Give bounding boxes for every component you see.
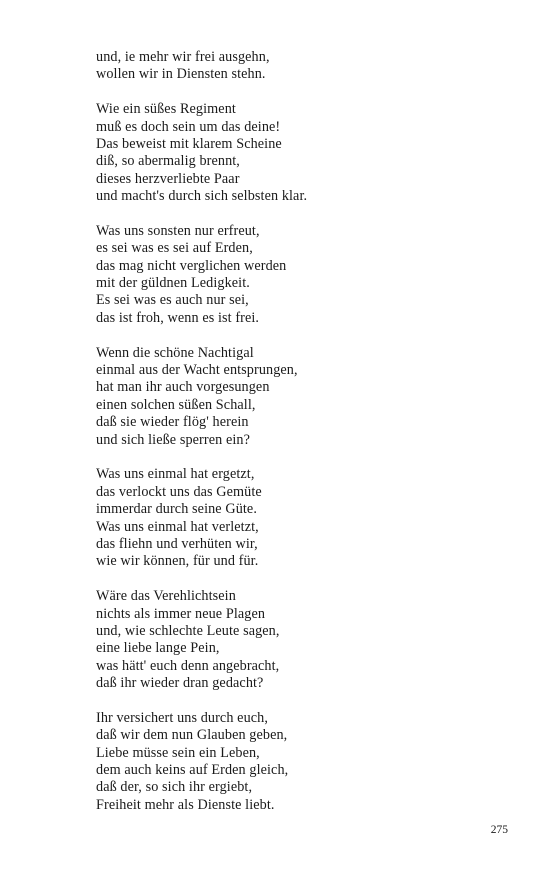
verse-line: und sich ließe sperren ein? bbox=[96, 431, 250, 448]
verse-line: eine liebe lange Pein, bbox=[96, 640, 220, 657]
verse-line: Was uns einmal hat ergetzt, bbox=[96, 466, 255, 483]
verse-line: Was uns sonsten nur erfreut, bbox=[96, 222, 260, 239]
stanza bbox=[96, 466, 496, 570]
verse-line: Es sei was es auch nur sei, bbox=[96, 292, 249, 309]
verse-line: und macht's durch sich selbsten klar. bbox=[96, 188, 308, 205]
verse-line: was hätt' euch denn angebracht, bbox=[96, 657, 280, 674]
stanza bbox=[96, 345, 496, 449]
verse-line: Wäre das Verehlichtsein bbox=[96, 588, 236, 605]
verse-line: daß wir dem nun Glauben geben, bbox=[96, 727, 288, 744]
verse-line: diß, so abermalig brennt, bbox=[96, 153, 240, 170]
verse-line: mit der güldnen Ledigkeit. bbox=[96, 275, 250, 292]
verse-line: daß sie wieder flög' herein bbox=[96, 414, 249, 431]
stanza bbox=[96, 49, 496, 84]
verse-line: nichts als immer neue Plagen bbox=[96, 605, 266, 622]
verse-line: Freiheit mehr als Dienste liebt. bbox=[96, 796, 275, 813]
verse-line: das ist froh, wenn es ist frei. bbox=[96, 309, 260, 326]
verse-line: muß es doch sein um das deine! bbox=[96, 118, 281, 135]
verse-line: das fliehn und verhüten wir, bbox=[96, 535, 258, 552]
verse-line: Das beweist mit klarem Scheine bbox=[96, 135, 282, 152]
stanza bbox=[96, 223, 496, 327]
verse-line: das verlockt uns das Gemüte bbox=[96, 483, 262, 500]
verse-line: wie wir können, für und für. bbox=[96, 553, 259, 570]
verse-line: Ihr versichert uns durch euch, bbox=[96, 709, 269, 726]
verse-line: wollen wir in Diensten stehn. bbox=[96, 66, 266, 83]
verse-line: Wenn die schöne Nachtigal bbox=[96, 344, 254, 361]
verse-line: hat man ihr auch vorgesungen bbox=[96, 379, 270, 396]
stanza bbox=[96, 710, 496, 814]
verse-line: daß ihr wieder dran gedacht? bbox=[96, 675, 264, 692]
stanza bbox=[96, 588, 496, 692]
verse-line: einen solchen süßen Schall, bbox=[96, 396, 256, 413]
verse-line: dieses herzverliebte Paar bbox=[96, 170, 240, 187]
verse-line: dem auch keins auf Erden gleich, bbox=[96, 762, 289, 779]
verse-line: immerdar durch seine Güte. bbox=[96, 501, 257, 518]
verse-line: es sei was es sei auf Erden, bbox=[96, 240, 253, 257]
poem-text bbox=[96, 49, 496, 832]
verse-line: daß der, so sich ihr ergiebt, bbox=[96, 779, 253, 796]
verse-line: und, ie mehr wir frei ausgehn, bbox=[96, 49, 270, 65]
verse-line: und, wie schlechte Leute sagen, bbox=[96, 622, 280, 639]
verse-line: einmal aus der Wacht entsprungen, bbox=[96, 362, 298, 379]
page-number: 275 bbox=[490, 824, 508, 836]
verse-line: Wie ein süßes Regiment bbox=[96, 101, 236, 118]
verse-line: Was uns einmal hat verletzt, bbox=[96, 518, 259, 535]
verse-line: Liebe müsse sein ein Leben, bbox=[96, 744, 260, 761]
verse-line: das mag nicht verglichen werden bbox=[96, 257, 287, 274]
stanza bbox=[96, 101, 496, 205]
